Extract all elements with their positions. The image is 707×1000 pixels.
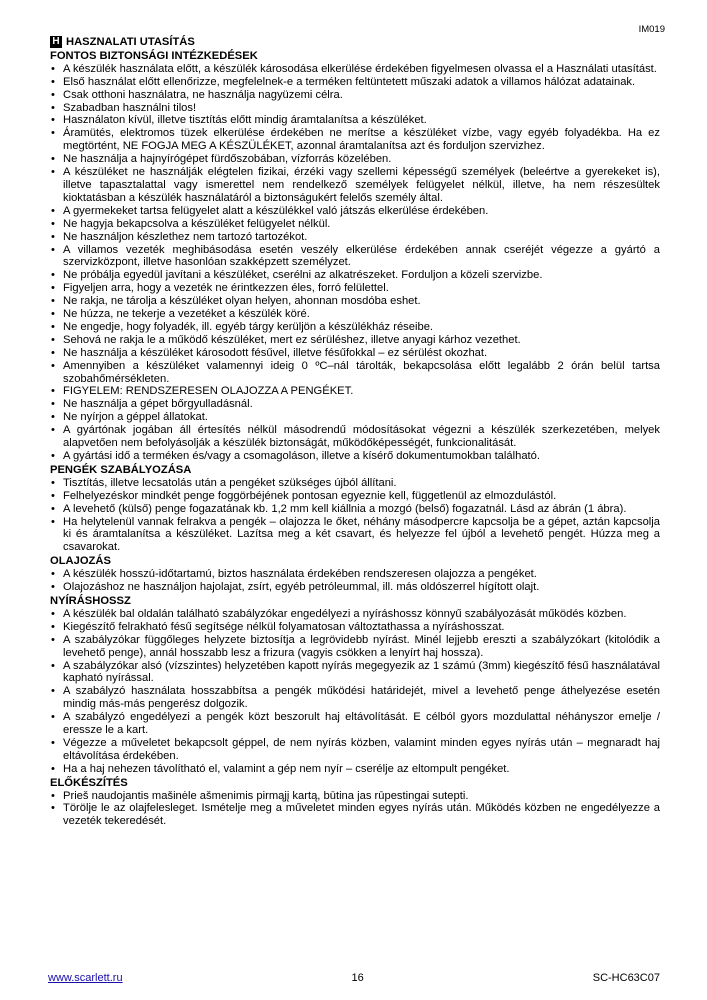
list-item: • Törölje le az olajfelesleget. Ismételje meg a műveletet minden egyes nyírás után. Működés közben ne engedélyezze a vezeték tekeredését. — [50, 802, 660, 828]
section-list — [50, 790, 660, 829]
section-heading: OLAJOZÁS — [50, 555, 111, 568]
list-item: • A levehető (külső) penge fogazatának kb. 1,2 mm kell kiállnia a mozgó (belső) fogazatnál. Lásd az ábrán (1 ábra). — [50, 503, 660, 516]
list-item: • A készülék bal oldalán található szabályzókar engedélyezi a nyíráshossz könnyű szabályozását működés közben. — [50, 608, 660, 621]
list-item: • Csak otthoni használatra, ne használja nagyüzemi célra. — [50, 89, 660, 102]
section-list — [50, 63, 660, 463]
list-item: • Ha a haj nehezen távolítható el, valamint a gép nem nyír – cserélje az eltompult pengéket. — [50, 763, 660, 776]
list-item: • A gyártási idő a terméken és/vagy a csomagoláson, illetve a kísérő dokumentumokban található. — [50, 450, 660, 463]
list-item: • Ne hagyja bekapcsolva a készüléket felügyelet nélkül. — [50, 218, 660, 231]
list-item: • Tisztítás, illetve lecsatolás után a pengéket szükséges újból állítani. — [50, 477, 660, 490]
website-link[interactable]: www.scarlett.ru — [48, 972, 123, 984]
section-heading: ELŐKÉSZÍTÉS — [50, 776, 128, 789]
list-item: • A szabályzó használata hosszabbítsa a pengék működési határidejét, mivel a levehető penge áthelyezése esetén mindig más-más pengerész dolgozik. — [50, 685, 660, 711]
list-item: • Ne nyírjon a géppel állatokat. — [50, 411, 660, 424]
list-item: • Ha helytelenül vannak felrakva a pengék – olajozza le őket, néhány másodpercre kapcsolja be a gépet, aztán kapcsolja ki és áramtalanítsa a készüléket. Lazítsa meg a két csavart, és helyezze fel újból a levehető pengét. Húzza meg a csavarokat. — [50, 516, 660, 555]
list-item: • A gyermekeket tartsa felügyelet alatt a készülékkel való játszás elkerülése érdekében. — [50, 205, 660, 218]
list-item: • Ne rakja, ne tárolja a készüléket olyan helyen, ahonnan mosdóba eshet. — [50, 295, 660, 308]
list-item: • Ne próbálja egyedül javítani a készüléket, cserélni az alkatrészeket. Forduljon a közeli szervizbe. — [50, 269, 660, 282]
sections-container — [50, 50, 660, 828]
list-item: • A készüléket ne használják elégtelen fizikai, érzéki vagy szellemi képességű személyek (beleértve a gyerekeket is), illetve tapasztalattal vagy ismerettel nem rendelkező személyek felügyelet nélkül, illetve, ha nem részesültek kioktatásban a készülék használatáról a biztonságukért felelős személy által. — [50, 166, 660, 205]
list-item: • A készülék használata előtt, a készülék károsodása elkerülése érdekében figyelmesen olvassa el a Használati utasítást. — [50, 63, 660, 76]
list-item: • Figyeljen arra, hogy a vezeték ne érintkezzen éles, forró felülettel. — [50, 282, 660, 295]
model-number: SC-HC63C07 — [592, 972, 660, 984]
list-item: • A szabályzókar alsó (vízszintes) helyzetében kapott nyírás megegyezik az 1 számú (3mm) kiegészítő fésű használatával kapható nyírással. — [50, 660, 660, 686]
list-item: • FIGYELEM: RENDSZERESEN OLAJOZZA A PENGÉKET. — [50, 385, 660, 398]
list-item: • A készülék hosszú-időtartamú, biztos használata érdekében rendszeresen olajozza a pengéket. — [50, 568, 660, 581]
list-item: • Kiegészítő felrakható fésű segítsége nélkül folyamatosan változtathassa a nyíráshosszat. — [50, 621, 660, 634]
language-badge: H — [50, 36, 62, 48]
list-item: • Első használat előtt ellenőrizze, megfelelnek-e a terméken feltüntetett műszaki adatok a villamos hálózat adatainak. — [50, 76, 660, 89]
list-item: • A gyártónak jogában áll értesítés nélkül másodrendű módosításokat végezni a készülék szerkezetében, melyek alapvetően nem befolyásolják a készülék biztonságát, működőképességét, funkcionalitását. — [50, 424, 660, 450]
document-code: IM019 — [638, 24, 665, 35]
list-item: • Végezze a műveletet bekapcsolt géppel, de nem nyírás közben, valamint minden egyes nyírás után – megnaradt haj eltávolítása érdekében. — [50, 737, 660, 763]
list-item: • Ne használja a készüléket károsodott fésűvel, illetve fésűfokkal – ez sérülést okozhat. — [50, 347, 660, 360]
section-heading: PENGÉK SZABÁLYOZÁSA — [50, 463, 192, 476]
section-list — [50, 608, 660, 776]
list-item: • A szabályzó engedélyezi a pengék közt beszorult haj eltávolítását. E célból gyors mozdulattal néhányszor emelje / eressze le a kart. — [50, 711, 660, 737]
list-item: • Ne húzza, ne tekerje a vezetéket a készülék köré. — [50, 308, 660, 321]
section-list — [50, 477, 660, 554]
list-item: • Sehová ne rakja le a működő készüléket, mert ez sérüléshez, illetve anyagi kárhoz vezethet. — [50, 334, 660, 347]
section-list — [50, 568, 660, 594]
list-item: • Amennyiben a készüléket valamennyi ideig 0 ºC–nál tárolták, bekapcsolása előtt legalább 2 órán belül tartsa szobahőmérsékleten. — [50, 360, 660, 386]
page-footer — [48, 972, 660, 984]
list-item: • Olajozáshoz ne használjon hajolajat, zsírt, egyéb petróleummal, ill. más oldószerrel hígított olajt. — [50, 581, 660, 594]
list-item: • Felhelyezéskor mindkét penge foggörbéjének pontosan egyeznie kell, függetlenül az elmozdulástól. — [50, 490, 660, 503]
list-item: • Ne használja a hajnyírógépet fürdőszobában, vízforrás közelében. — [50, 153, 660, 166]
list-item: • Ne engedje, hogy folyadék, ill. egyéb tárgy kerüljön a készülékház réseibe. — [50, 321, 660, 334]
section-heading: NYÍRÁSHOSSZ — [50, 594, 131, 607]
page-content — [50, 36, 660, 828]
list-item: • Áramütés, elektromos tüzek elkerülése érdekében ne merítse a készüléket vízbe, vagy egyéb folyadékba. Ha ez megtörtént, NE FOGJA MEG A KÉSZÜLÉKET, azonnal áramtalanítsa azt és forduljon szervizhez. — [50, 127, 660, 153]
list-item: • Ne használja a gépet bőrgyulladásnál. — [50, 398, 660, 411]
page-number: 16 — [351, 972, 364, 984]
section-heading: FONTOS BIZTONSÁGI INTÉZKEDÉSEK — [50, 49, 258, 62]
list-item: • A villamos vezeték meghibásodása esetén veszély elkerülése érdekében annak cseréjét végezze a gyártó a szervizközpont, illetve hasonlóan szakképzett személyzet. — [50, 244, 660, 270]
list-item: • A szabályzókar függőleges helyzete biztosítja a legrövidebb nyírást. Minél lejjebb ereszti a szabályzókart (kitolódik a levehető penge), annál hosszabb lesz a frizura (vagyis csökken a lenyírt haj hossza). — [50, 634, 660, 660]
title-row — [50, 36, 660, 49]
list-item: • Prieš naudojantis mašinėle ašmenimis pirmąjį kartą, būtina jas rūpestingai sutepti. — [50, 790, 660, 803]
list-item: • Szabadban használni tilos! — [50, 102, 660, 115]
list-item: • Ne használjon készlethez nem tartozó tartozékot. — [50, 231, 660, 244]
page-title: HASZNALATI UTASÍTÁS — [66, 36, 195, 48]
list-item: • Használaton kívül, illetve tisztítás előtt mindig áramtalanítsa a készüléket. — [50, 114, 660, 127]
